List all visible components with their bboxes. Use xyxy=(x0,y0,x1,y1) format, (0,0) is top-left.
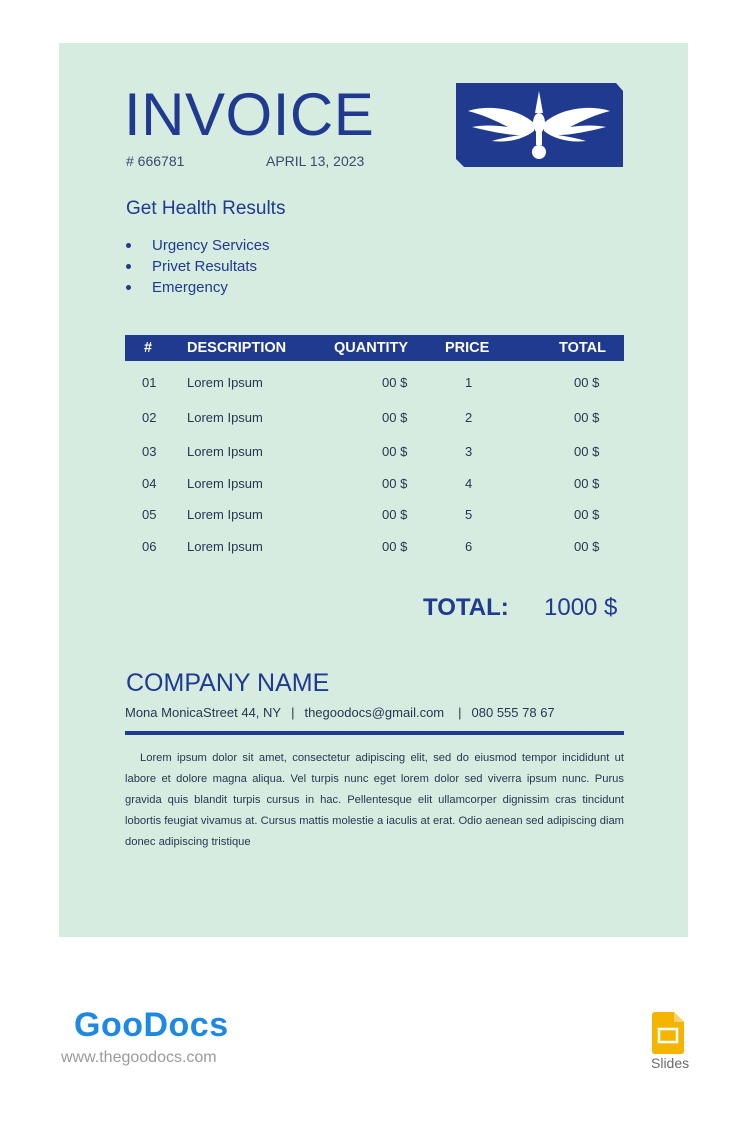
services-list xyxy=(126,235,270,298)
bird-emblem-icon xyxy=(456,83,623,167)
cell-description: Lorem Ipsum xyxy=(187,410,263,425)
table-row xyxy=(125,373,624,393)
cell-description: Lorem Ipsum xyxy=(187,539,263,554)
list-item: Emergency xyxy=(126,277,270,298)
cell-quantity: 00 $ xyxy=(382,444,408,459)
cell-price: 1 xyxy=(465,375,473,390)
invoice-number: # 666781 xyxy=(126,153,185,169)
total-label: TOTAL: xyxy=(423,594,509,621)
cell-quantity: 00 $ xyxy=(382,375,408,390)
bullet-icon xyxy=(126,264,131,269)
header-description: DESCRIPTION xyxy=(187,340,287,356)
company-email: thegoodocs@gmail.com xyxy=(304,705,445,720)
table-row xyxy=(125,537,624,557)
table-row xyxy=(125,442,624,462)
cell-price: 5 xyxy=(465,507,473,522)
slides-label: Slides xyxy=(651,1055,690,1071)
table-row xyxy=(125,474,624,494)
cell-price: 3 xyxy=(465,444,473,459)
separator: | xyxy=(291,705,295,720)
bullet-icon xyxy=(126,243,131,248)
total-value: 1000 $ xyxy=(544,594,618,621)
cell-total: 00 $ xyxy=(574,444,600,459)
header-number: # xyxy=(144,340,153,356)
table-header xyxy=(125,335,624,361)
company-contact xyxy=(125,705,555,720)
cell-description: Lorem Ipsum xyxy=(187,444,263,459)
cell-number: 06 xyxy=(142,539,157,554)
cell-description: Lorem Ipsum xyxy=(187,476,263,491)
cell-number: 04 xyxy=(142,476,157,491)
company-name: COMPANY NAME xyxy=(126,669,330,697)
cell-price: 4 xyxy=(465,476,473,491)
cell-description: Lorem Ipsum xyxy=(187,507,263,522)
cell-quantity: 00 $ xyxy=(382,476,408,491)
cell-number: 01 xyxy=(142,375,157,390)
list-item: Urgency Services xyxy=(126,235,270,256)
google-slides-icon[interactable] xyxy=(652,1012,684,1054)
invoice-date: APRIL 13, 2023 xyxy=(266,153,365,169)
company-address: Mona MonicaStreet 44, NY xyxy=(125,705,282,720)
cell-number: 03 xyxy=(142,444,157,459)
invoice-title: INVOICE xyxy=(124,81,375,148)
cell-quantity: 00 $ xyxy=(382,410,408,425)
invoice-page xyxy=(59,43,688,937)
goodocs-logo[interactable]: GooDocs xyxy=(74,1006,229,1044)
subtitle: Get Health Results xyxy=(126,198,286,219)
cell-total: 00 $ xyxy=(574,410,600,425)
cell-description: Lorem Ipsum xyxy=(187,375,263,390)
bullet-icon xyxy=(126,285,131,290)
cell-number: 05 xyxy=(142,507,157,522)
description-paragraph: Lorem ipsum dolor sit amet, consectetur adipiscing elit, sed do eiusmod tempor incididunt ut labore et dolore magna aliqua. Vel turpis nunc eget lorem dolor sed viverra ipsum nunc. Purus gravida quis blandit turpis cursus in hac. Pellentesque elit ullamcorper dignissim cras tincidunt lobortis feugiat vivamus at. Cursus mattis molestie a iaculis at erat. Odio aenean sed adipiscing diam donec adipiscing tristique xyxy=(125,752,624,848)
header-total: TOTAL xyxy=(559,340,606,356)
header-price: PRICE xyxy=(445,340,490,356)
cell-total: 00 $ xyxy=(574,507,600,522)
cell-quantity: 00 $ xyxy=(382,507,408,522)
company-phone: 080 555 78 67 xyxy=(471,705,555,720)
header-quantity: QUANTITY xyxy=(334,340,409,356)
table-row xyxy=(125,408,624,428)
separator: | xyxy=(458,705,462,720)
list-item: Privet Resultats xyxy=(126,256,270,277)
cell-quantity: 00 $ xyxy=(382,539,408,554)
goodocs-url[interactable]: www.thegoodocs.com xyxy=(61,1049,217,1066)
cell-total: 00 $ xyxy=(574,375,600,390)
cell-price: 6 xyxy=(465,539,473,554)
cell-total: 00 $ xyxy=(574,476,600,491)
divider xyxy=(125,731,624,735)
cell-price: 2 xyxy=(465,410,473,425)
table-row xyxy=(125,505,624,525)
cell-number: 02 xyxy=(142,410,157,425)
cell-total: 00 $ xyxy=(574,539,600,554)
